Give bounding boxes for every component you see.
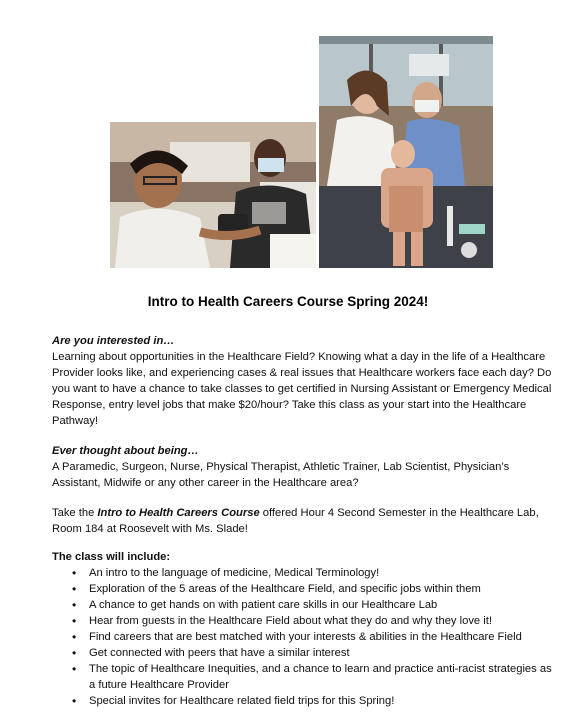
course-name: Intro to Health Careers Course	[97, 507, 260, 519]
class-includes-section	[52, 549, 552, 709]
careers-body: A Paramedic, Surgeon, Nurse, Physical Therapist, Athletic Trainer, Lab Scientist, Physician’s Assistant, Midwife or any other career in the Healthcare area?	[52, 461, 510, 489]
class-includes-heading: The class will include:	[52, 551, 171, 563]
interested-section	[52, 333, 552, 429]
healthcare-lab-photo	[319, 36, 493, 268]
list-item: • Hear from guests in the Healthcare Field about what they do and why they love it!	[52, 613, 552, 629]
interested-heading: Are you interested in…	[52, 335, 175, 347]
course-offering-text	[52, 505, 552, 537]
list-item: • Get connected with peers that have a similar interest	[52, 645, 552, 661]
offering-pre: Take the	[52, 507, 98, 519]
list-item: • A chance to get hands on with patient care skills in our Healthcare Lab	[52, 597, 552, 613]
list-item: • Special invites for Healthcare related field trips for this Spring!	[52, 693, 552, 709]
offering-details: offered Hour 4 Second Semester in the Healthcare Lab, Room 184 at Roosevelt with Ms. Slade!	[52, 507, 539, 535]
course-offering-section	[52, 505, 552, 537]
list-item: • An intro to the language of medicine, Medical Terminology!	[52, 565, 552, 581]
list-item: • Find careers that are best matched with your interests & abilities in the Healthcare Field	[52, 629, 552, 645]
list-item: • Exploration of the 5 areas of the Healthcare Field, and specific jobs within them	[52, 581, 552, 597]
page-title: Intro to Health Careers Course Spring 2024!	[147, 294, 429, 309]
list-item: • The topic of Healthcare Inequities, and a chance to learn and practice anti-racist strategies as a future Healthcare Provider	[52, 661, 552, 693]
interested-body: Learning about opportunities in the Healthcare Field? Knowing what a day in the life of a Healthcare Provider looks like, and experiencing cases & real issues that Healthcare workers face each day? Do you want to have a chance to take classes to get certified in Nursing Assistant or Emergency Medical Response, entry level jobs that make $20/hour? Take this class as your start into the Healthcare Pathway!	[52, 351, 552, 427]
class-includes-list	[52, 565, 552, 709]
careers-heading: Ever thought about being…	[52, 445, 199, 457]
students-blood-pressure-photo	[110, 122, 316, 268]
careers-section	[52, 443, 552, 491]
